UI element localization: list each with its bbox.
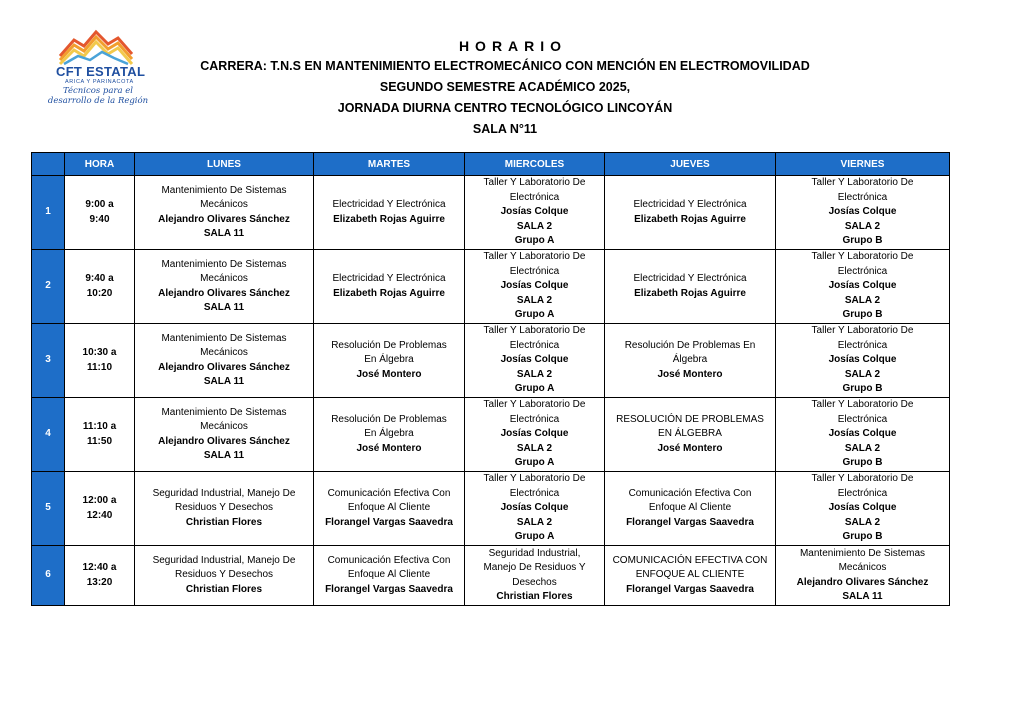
course-name-line: Mantenimiento De Sistemas bbox=[161, 258, 287, 270]
time-slot bbox=[65, 472, 135, 546]
class-cell-martes bbox=[314, 398, 465, 472]
class-cell-lunes bbox=[135, 472, 314, 546]
course-name-line: Seguridad Industrial, Manejo De bbox=[152, 554, 296, 566]
row-number: 4 bbox=[32, 398, 65, 472]
header-line-career: CARRERA: T.N.S EN MANTENIMIENTO ELECTROMECÁNICO CON MENCIÓN EN ELECTROMOVILIDAD bbox=[200, 59, 810, 73]
course-detail-line: Josías Colque bbox=[500, 354, 569, 366]
class-cell-miercoles bbox=[465, 546, 605, 606]
table-header-row bbox=[32, 153, 950, 176]
course-name-line: COMUNICACIÓN EFECTIVA CON bbox=[612, 554, 768, 566]
time-slot-line: 9:00 a bbox=[85, 199, 114, 210]
course-detail-line: Florangel Vargas Saavedra bbox=[626, 583, 754, 595]
time-slot-line: 12:40 bbox=[86, 509, 113, 521]
course-detail-line: Alejandro Olivares Sánchez bbox=[796, 576, 929, 588]
class-cell-lunes bbox=[135, 176, 314, 250]
class-cell-lunes bbox=[135, 324, 314, 398]
course-name-line: Mecánicos bbox=[200, 421, 248, 432]
course-detail-line: Josías Colque bbox=[500, 280, 569, 292]
document-header bbox=[0, 36, 1010, 140]
time-slot-line: 10:20 bbox=[86, 287, 113, 299]
course-detail-line: Grupo A bbox=[514, 383, 555, 395]
course-name-line: Seguridad Industrial, bbox=[488, 547, 581, 559]
class-cell-viernes bbox=[776, 398, 950, 472]
course-detail-line: Florangel Vargas Saavedra bbox=[325, 583, 453, 595]
course-detail-line: Grupo B bbox=[842, 309, 883, 321]
course-detail-line: Josías Colque bbox=[828, 354, 897, 366]
class-cell-jueves bbox=[605, 472, 776, 546]
class-cell-viernes bbox=[776, 472, 950, 546]
course-name-line: Electrónica bbox=[509, 413, 560, 425]
course-detail-line: José Montero bbox=[356, 442, 422, 454]
logo-name: CFT ESTATAL bbox=[56, 64, 146, 79]
course-detail-line: Grupo A bbox=[514, 309, 555, 321]
course-detail-line: Josías Colque bbox=[828, 428, 897, 440]
course-name-line: Electrónica bbox=[509, 265, 560, 277]
class-cell-miercoles bbox=[465, 398, 605, 472]
class-cell-viernes bbox=[776, 176, 950, 250]
course-detail-line: José Montero bbox=[356, 368, 422, 380]
course-detail-line: Josías Colque bbox=[828, 280, 897, 292]
class-cell-lunes bbox=[135, 398, 314, 472]
class-cell-lunes bbox=[135, 250, 314, 324]
course-name-line: Comunicación Efectiva Con bbox=[628, 487, 752, 499]
course-name-line: Desechos bbox=[512, 576, 557, 588]
course-name-line: Mantenimiento De Sistemas bbox=[799, 547, 926, 559]
column-header-jueves: JUEVES bbox=[605, 153, 776, 176]
course-detail-line: Alejandro Olivares Sánchez bbox=[158, 287, 290, 299]
course-name-line: Electrónica bbox=[837, 265, 888, 277]
course-name-line: En Álgebra bbox=[364, 354, 414, 366]
course-name-line: Taller Y Laboratorio De bbox=[483, 325, 586, 337]
class-cell-miercoles bbox=[465, 250, 605, 324]
course-detail-line: Christian Flores bbox=[185, 583, 263, 595]
column-header-miercoles: MIERCOLES bbox=[465, 153, 605, 176]
table-row bbox=[32, 250, 950, 324]
course-detail-line: SALA 2 bbox=[516, 220, 553, 232]
course-detail-line: Grupo A bbox=[514, 457, 555, 469]
course-name-line: Electricidad Y Electrónica bbox=[633, 199, 747, 210]
time-slot bbox=[65, 250, 135, 324]
logo-subtitle: ARICA Y PARINACOTA bbox=[65, 79, 134, 85]
time-slot-line: 9:40 bbox=[89, 213, 110, 225]
course-name-line: Taller Y Laboratorio De bbox=[811, 177, 914, 189]
class-cell-miercoles bbox=[465, 472, 605, 546]
course-detail-line: Josías Colque bbox=[828, 502, 897, 514]
course-detail-line: Josías Colque bbox=[500, 206, 569, 218]
course-name-line: Taller Y Laboratorio De bbox=[811, 399, 914, 411]
class-cell-viernes bbox=[776, 546, 950, 606]
row-number: 5 bbox=[32, 472, 65, 546]
course-detail-line: Grupo B bbox=[842, 457, 883, 469]
course-name-line: Taller Y Laboratorio De bbox=[483, 473, 586, 485]
time-slot-line: 11:10 bbox=[86, 361, 113, 373]
course-name-line: Seguridad Industrial, Manejo De bbox=[152, 487, 296, 499]
header-line-semester: SEGUNDO SEMESTRE ACADÉMICO 2025, bbox=[379, 80, 631, 94]
course-name-line: Enfoque Al Cliente bbox=[347, 502, 431, 514]
course-name-line: Mantenimiento De Sistemas bbox=[161, 184, 287, 196]
document-title: HORARIO bbox=[458, 38, 568, 54]
course-detail-line: Christian Flores bbox=[185, 516, 263, 528]
course-name-line: Electrónica bbox=[837, 413, 888, 425]
time-slot bbox=[65, 546, 135, 606]
course-name-line: Taller Y Laboratorio De bbox=[483, 399, 586, 411]
course-name-line: Comunicación Efectiva Con bbox=[327, 487, 451, 499]
row-number: 2 bbox=[32, 250, 65, 324]
course-name-line: Mecánicos bbox=[200, 347, 248, 358]
course-name-line: Manejo De Residuos Y bbox=[483, 562, 586, 573]
course-detail-line: Grupo B bbox=[842, 235, 883, 247]
course-name-line: Electrónica bbox=[837, 191, 888, 203]
time-slot bbox=[65, 324, 135, 398]
course-detail-line: SALA 2 bbox=[844, 220, 881, 232]
table-row bbox=[32, 546, 950, 606]
course-name-line: Comunicación Efectiva Con bbox=[327, 554, 451, 566]
course-detail-line: Alejandro Olivares Sánchez bbox=[158, 213, 290, 225]
course-detail-line: SALA 2 bbox=[516, 368, 553, 380]
time-slot-line: 12:00 a bbox=[82, 495, 117, 506]
course-name-line: Residuos Y Desechos bbox=[174, 502, 274, 514]
course-detail-line: Grupo B bbox=[842, 383, 883, 395]
course-detail-line: Josías Colque bbox=[500, 428, 569, 440]
course-detail-line: SALA 2 bbox=[844, 442, 881, 454]
course-name-line: Enfoque Al Cliente bbox=[347, 569, 431, 581]
course-name-line: Resolución De Problemas bbox=[331, 339, 447, 351]
course-name-line: Taller Y Laboratorio De bbox=[483, 251, 586, 263]
course-detail-line: SALA 11 bbox=[203, 376, 245, 387]
course-name-line: Electrónica bbox=[509, 191, 560, 203]
header-line-schedule: JORNADA DIURNA CENTRO TECNOLÓGICO LINCOYÁN bbox=[337, 101, 673, 115]
column-header-viernes: VIERNES bbox=[776, 153, 950, 176]
course-name-line: Taller Y Laboratorio De bbox=[811, 473, 914, 485]
course-detail-line: Josías Colque bbox=[500, 502, 569, 514]
course-name-line: Taller Y Laboratorio De bbox=[811, 325, 914, 337]
class-cell-martes bbox=[314, 176, 465, 250]
time-slot-line: 9:40 a bbox=[85, 273, 114, 284]
course-name-line: EN ÁLGEBRA bbox=[658, 428, 722, 440]
table-row bbox=[32, 324, 950, 398]
class-cell-jueves bbox=[605, 546, 776, 606]
course-name-line: Electricidad Y Electrónica bbox=[332, 273, 446, 284]
class-cell-lunes bbox=[135, 546, 314, 606]
course-name-line: Electrónica bbox=[837, 339, 888, 351]
course-name-line: Electricidad Y Electrónica bbox=[633, 273, 747, 284]
course-detail-line: SALA 2 bbox=[516, 294, 553, 306]
time-slot-line: 12:40 a bbox=[82, 562, 117, 573]
class-cell-martes bbox=[314, 546, 465, 606]
class-cell-viernes bbox=[776, 324, 950, 398]
course-detail-line: José Montero bbox=[657, 368, 723, 380]
course-detail-line: Grupo A bbox=[514, 531, 555, 543]
time-slot-line: 11:10 a bbox=[82, 421, 117, 432]
table-row bbox=[32, 398, 950, 472]
schedule-table bbox=[31, 152, 950, 606]
course-name-line: RESOLUCIÓN DE PROBLEMAS bbox=[616, 413, 764, 425]
course-name-line: Mecánicos bbox=[838, 562, 887, 573]
course-detail-line: Elizabeth Rojas Aguirre bbox=[634, 287, 746, 299]
class-cell-martes bbox=[314, 472, 465, 546]
time-slot-line: 13:20 bbox=[86, 576, 113, 588]
logo-tagline: Técnicos para el desarrollo de la Región bbox=[47, 86, 149, 106]
course-detail-line: Grupo A bbox=[514, 235, 555, 247]
course-name-line: Álgebra bbox=[672, 354, 708, 366]
course-name-line: Enfoque Al Cliente bbox=[648, 502, 732, 514]
class-cell-jueves bbox=[605, 398, 776, 472]
course-detail-line: SALA 11 bbox=[203, 450, 245, 461]
row-number: 6 bbox=[32, 546, 65, 606]
time-slot bbox=[65, 398, 135, 472]
course-detail-line: Elizabeth Rojas Aguirre bbox=[634, 213, 746, 225]
course-detail-line: SALA 11 bbox=[203, 228, 245, 239]
class-cell-jueves bbox=[605, 176, 776, 250]
table-row bbox=[32, 176, 950, 250]
time-slot bbox=[65, 176, 135, 250]
course-detail-line: SALA 11 bbox=[842, 591, 883, 602]
course-detail-line: José Montero bbox=[657, 442, 723, 454]
course-name-line: Residuos Y Desechos bbox=[174, 569, 274, 581]
course-detail-line: SALA 2 bbox=[844, 516, 881, 528]
course-detail-line: Florangel Vargas Saavedra bbox=[325, 516, 453, 528]
column-header-num bbox=[32, 153, 65, 176]
course-detail-line: Elizabeth Rojas Aguirre bbox=[333, 213, 445, 225]
course-detail-line: SALA 2 bbox=[516, 516, 553, 528]
course-name-line: Resolución De Problemas bbox=[331, 413, 447, 425]
course-name-line: Mecánicos bbox=[200, 273, 248, 284]
course-detail-line: Grupo B bbox=[842, 531, 883, 543]
course-name-line: ENFOQUE AL CLIENTE bbox=[635, 569, 745, 581]
course-detail-line: Florangel Vargas Saavedra bbox=[626, 516, 754, 528]
class-cell-miercoles bbox=[465, 176, 605, 250]
course-name-line: Resolución De Problemas En bbox=[624, 339, 756, 351]
course-detail-line: SALA 11 bbox=[203, 302, 245, 313]
course-name-line: Mecánicos bbox=[200, 199, 248, 210]
time-slot-line: 10:30 a bbox=[82, 347, 117, 358]
course-name-line: Electricidad Y Electrónica bbox=[332, 199, 446, 210]
course-detail-line: Josías Colque bbox=[828, 206, 897, 218]
course-name-line: Electrónica bbox=[509, 487, 560, 499]
course-name-line: Mantenimiento De Sistemas bbox=[161, 406, 287, 418]
course-name-line: Mantenimiento De Sistemas bbox=[161, 332, 287, 344]
column-header-martes: MARTES bbox=[314, 153, 465, 176]
table-row bbox=[32, 472, 950, 546]
course-detail-line: SALA 2 bbox=[844, 368, 881, 380]
class-cell-jueves bbox=[605, 250, 776, 324]
course-detail-line: SALA 2 bbox=[516, 442, 553, 454]
course-detail-line: Christian Flores bbox=[496, 591, 573, 602]
class-cell-miercoles bbox=[465, 324, 605, 398]
row-number: 3 bbox=[32, 324, 65, 398]
course-name-line: Electrónica bbox=[509, 339, 560, 351]
class-cell-martes bbox=[314, 250, 465, 324]
class-cell-martes bbox=[314, 324, 465, 398]
course-detail-line: Elizabeth Rojas Aguirre bbox=[333, 287, 445, 299]
class-cell-viernes bbox=[776, 250, 950, 324]
course-detail-line: Alejandro Olivares Sánchez bbox=[158, 361, 290, 373]
course-name-line: Taller Y Laboratorio De bbox=[811, 251, 914, 263]
course-name-line: Taller Y Laboratorio De bbox=[483, 177, 586, 189]
class-cell-jueves bbox=[605, 324, 776, 398]
column-header-lunes: LUNES bbox=[135, 153, 314, 176]
course-name-line: En Álgebra bbox=[364, 428, 414, 440]
header-line-room: SALA N°11 bbox=[472, 122, 538, 136]
course-detail-line: Alejandro Olivares Sánchez bbox=[158, 435, 290, 447]
row-number: 1 bbox=[32, 176, 65, 250]
course-detail-line: SALA 2 bbox=[844, 294, 881, 306]
column-header-hora: HORA bbox=[65, 153, 135, 176]
schedule-body bbox=[32, 176, 950, 606]
course-name-line: Electrónica bbox=[837, 487, 888, 499]
time-slot-line: 11:50 bbox=[86, 435, 113, 447]
